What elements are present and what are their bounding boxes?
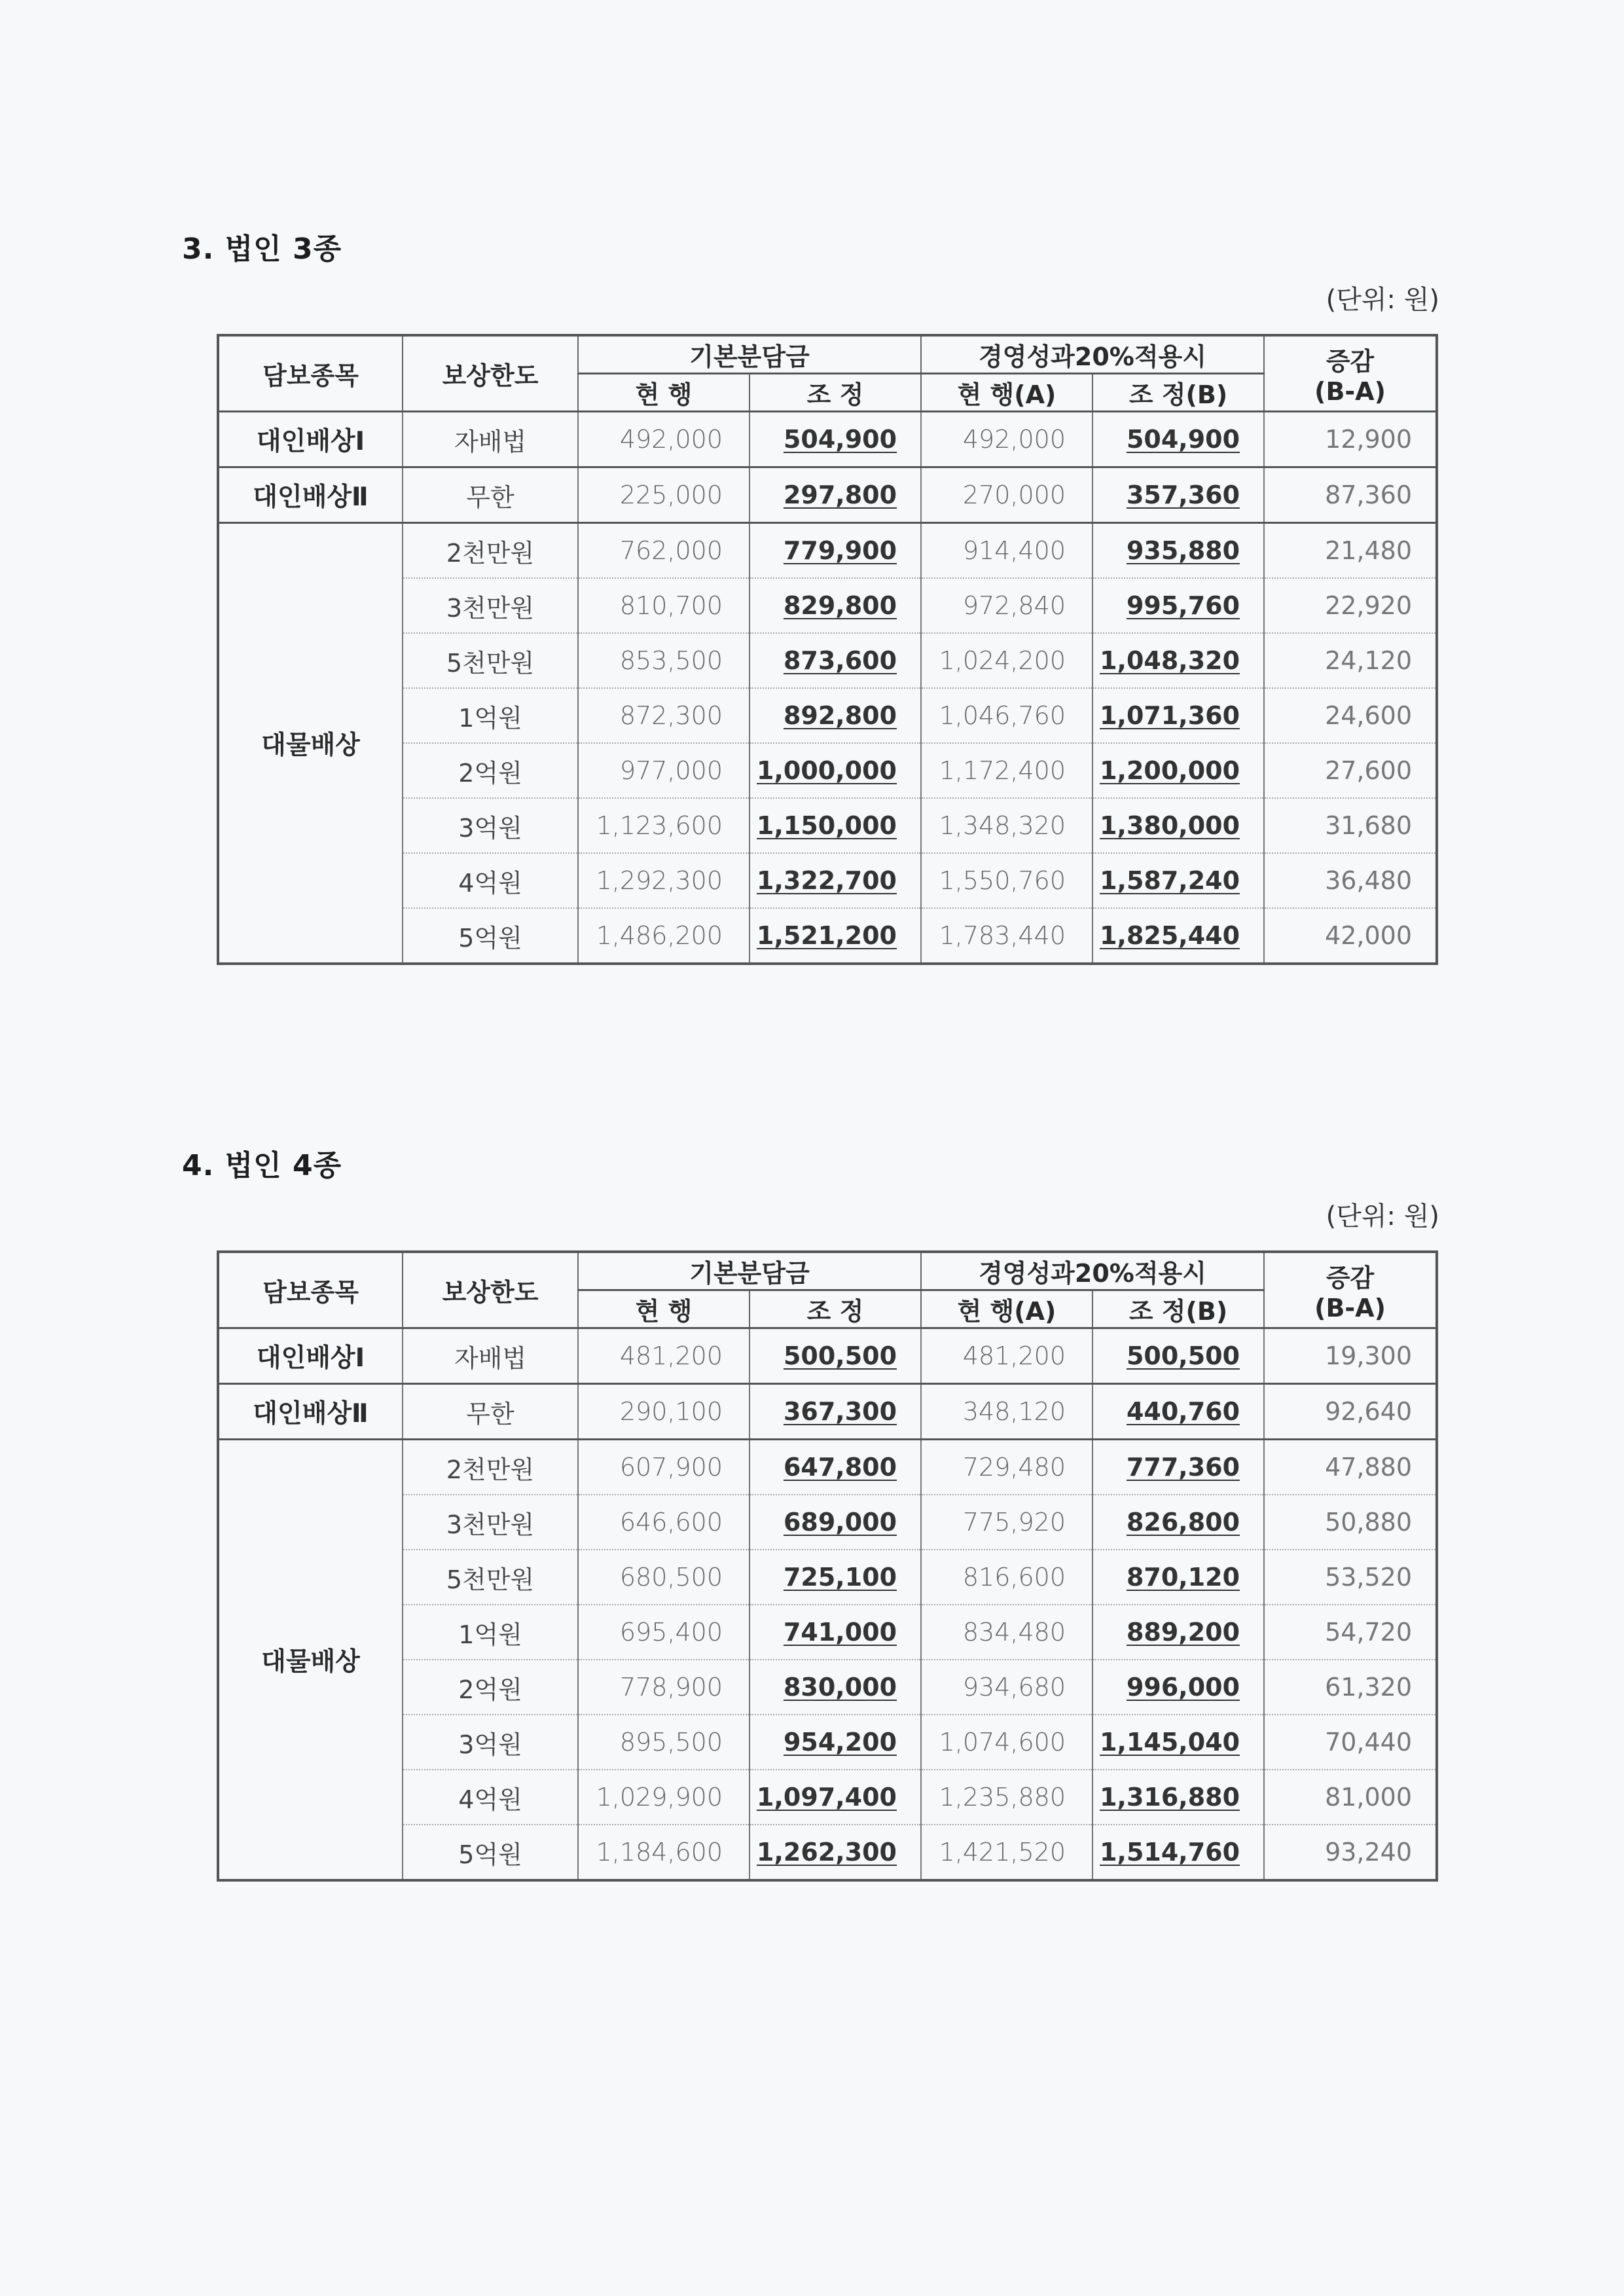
change-cell: 87,360 xyxy=(1264,467,1437,523)
current-cell: 810,700 xyxy=(578,578,749,633)
current-cell: 225,000 xyxy=(578,467,749,523)
adjusted-b-value: 1,514,760 xyxy=(1100,1838,1240,1867)
change-cell: 22,920 xyxy=(1264,578,1437,633)
adjusted-cell xyxy=(749,1328,921,1384)
current-a-cell: 1,421,520 xyxy=(921,1825,1092,1880)
current-a-cell: 914,400 xyxy=(921,523,1092,579)
change-cell: 92,640 xyxy=(1264,1384,1437,1440)
adjusted-b-value: 1,200,000 xyxy=(1100,756,1240,785)
adjusted-b-cell xyxy=(1092,633,1264,688)
limit-cell: 1억원 xyxy=(403,688,578,743)
limit-cell: 5억원 xyxy=(403,908,578,964)
limit-cell: 2억원 xyxy=(403,1660,578,1715)
adjusted-b-value: 1,048,320 xyxy=(1100,646,1240,675)
header-adjusted: 조 정 xyxy=(749,1290,921,1328)
current-a-cell: 492,000 xyxy=(921,412,1092,467)
coverage-cell: 대물배상 xyxy=(218,523,403,964)
adjusted-b-value: 1,145,040 xyxy=(1100,1728,1240,1757)
current-cell: 1,292,300 xyxy=(578,853,749,908)
current-a-cell: 1,550,760 xyxy=(921,853,1092,908)
current-a-cell: 481,200 xyxy=(921,1328,1092,1384)
current-cell: 695,400 xyxy=(578,1605,749,1660)
adjusted-value: 1,097,400 xyxy=(757,1783,897,1812)
adjusted-value: 954,200 xyxy=(783,1728,897,1757)
adjusted-b-cell xyxy=(1092,578,1264,633)
current-a-cell: 934,680 xyxy=(921,1660,1092,1715)
adjusted-b-value: 995,760 xyxy=(1126,591,1240,620)
current-cell: 872,300 xyxy=(578,688,749,743)
adjusted-b-cell xyxy=(1092,1825,1264,1880)
limit-cell: 4억원 xyxy=(403,1770,578,1825)
current-cell: 977,000 xyxy=(578,743,749,798)
adjusted-b-value: 826,800 xyxy=(1126,1508,1240,1537)
table-row xyxy=(218,1440,1437,1495)
header-adjusted-b: 조 정(B) xyxy=(1092,374,1264,412)
current-a-cell: 834,480 xyxy=(921,1605,1092,1660)
header-change-line2: (B-A) xyxy=(1314,1294,1386,1322)
current-cell: 646,600 xyxy=(578,1495,749,1550)
current-a-cell: 1,074,600 xyxy=(921,1715,1092,1770)
change-cell: 12,900 xyxy=(1264,412,1437,467)
adjusted-b-cell xyxy=(1092,1715,1264,1770)
change-cell: 36,480 xyxy=(1264,853,1437,908)
section-title: 4. 법인 4종 xyxy=(182,1149,342,1182)
adjusted-b-value: 1,587,240 xyxy=(1100,866,1240,895)
limit-cell: 4억원 xyxy=(403,853,578,908)
limit-cell: 무한 xyxy=(403,1384,578,1440)
header-change xyxy=(1264,335,1437,412)
adjusted-b-cell xyxy=(1092,1495,1264,1550)
current-a-cell: 1,348,320 xyxy=(921,798,1092,853)
change-cell: 31,680 xyxy=(1264,798,1437,853)
limit-cell: 자배법 xyxy=(403,412,578,467)
adjusted-cell xyxy=(749,1770,921,1825)
adjusted-cell xyxy=(749,798,921,853)
adjusted-value: 1,322,700 xyxy=(757,866,897,895)
adjusted-value: 689,000 xyxy=(783,1508,897,1537)
rate-table xyxy=(217,334,1438,965)
header-current-a: 현 행(A) xyxy=(921,1290,1092,1328)
adjusted-cell xyxy=(749,1825,921,1880)
adjusted-b-cell xyxy=(1092,1384,1264,1440)
coverage-cell: 대인배상Ⅱ xyxy=(218,1384,403,1440)
change-cell: 42,000 xyxy=(1264,908,1437,964)
header-change-line2: (B-A) xyxy=(1314,377,1386,406)
header-current: 현 행 xyxy=(578,374,749,412)
coverage-cell: 대인배상Ⅰ xyxy=(218,412,403,467)
adjusted-cell xyxy=(749,853,921,908)
adjusted-cell xyxy=(749,1660,921,1715)
adjusted-b-value: 1,825,440 xyxy=(1100,921,1240,950)
header-change xyxy=(1264,1252,1437,1328)
section-title: 3. 법인 3종 xyxy=(182,232,342,266)
limit-cell: 자배법 xyxy=(403,1328,578,1384)
adjusted-cell xyxy=(749,743,921,798)
current-a-cell: 270,000 xyxy=(921,467,1092,523)
header-current: 현 행 xyxy=(578,1290,749,1328)
current-a-cell: 1,172,400 xyxy=(921,743,1092,798)
change-cell: 24,600 xyxy=(1264,688,1437,743)
limit-cell: 5억원 xyxy=(403,1825,578,1880)
change-cell: 21,480 xyxy=(1264,523,1437,579)
coverage-cell: 대물배상 xyxy=(218,1440,403,1881)
adjusted-b-value: 1,316,880 xyxy=(1100,1783,1240,1812)
adjusted-b-value: 889,200 xyxy=(1126,1618,1240,1647)
limit-cell: 5천만원 xyxy=(403,1550,578,1605)
limit-cell: 5천만원 xyxy=(403,633,578,688)
limit-cell: 2천만원 xyxy=(403,1440,578,1495)
header-coverage: 담보종목 xyxy=(218,1252,403,1328)
table-row xyxy=(218,1384,1437,1440)
adjusted-value: 779,900 xyxy=(783,536,897,565)
adjusted-value: 892,800 xyxy=(783,701,897,730)
adjusted-b-cell xyxy=(1092,688,1264,743)
adjusted-cell xyxy=(749,688,921,743)
current-a-cell: 348,120 xyxy=(921,1384,1092,1440)
current-a-cell: 775,920 xyxy=(921,1495,1092,1550)
adjusted-b-value: 996,000 xyxy=(1126,1673,1240,1702)
header-change-line1: 증감 xyxy=(1326,347,1375,376)
limit-cell: 무한 xyxy=(403,467,578,523)
adjusted-value: 1,521,200 xyxy=(757,921,897,950)
current-a-cell: 816,600 xyxy=(921,1550,1092,1605)
adjusted-value: 830,000 xyxy=(783,1673,897,1702)
adjusted-b-cell xyxy=(1092,467,1264,523)
table-row xyxy=(218,467,1437,523)
adjusted-b-value: 777,360 xyxy=(1126,1453,1240,1482)
table-row xyxy=(218,1328,1437,1384)
current-cell: 680,500 xyxy=(578,1550,749,1605)
adjusted-b-value: 1,071,360 xyxy=(1100,701,1240,730)
change-cell: 93,240 xyxy=(1264,1825,1437,1880)
adjusted-cell xyxy=(749,523,921,579)
header-limit: 보상한도 xyxy=(403,335,578,412)
header-base-group: 기본분담금 xyxy=(578,1252,921,1290)
adjusted-cell xyxy=(749,467,921,523)
adjusted-value: 1,262,300 xyxy=(757,1838,897,1867)
adjusted-b-cell xyxy=(1092,412,1264,467)
header-base-group: 기본분담금 xyxy=(578,335,921,374)
current-cell: 1,184,600 xyxy=(578,1825,749,1880)
header-perf-group: 경영성과20%적용시 xyxy=(921,335,1264,374)
table-row xyxy=(218,523,1437,579)
adjusted-b-value: 935,880 xyxy=(1126,536,1240,565)
limit-cell: 2억원 xyxy=(403,743,578,798)
current-cell: 1,486,200 xyxy=(578,908,749,964)
adjusted-b-cell xyxy=(1092,1550,1264,1605)
unit-label: (단위: 원) xyxy=(1326,1201,1439,1231)
adjusted-cell xyxy=(749,412,921,467)
current-cell: 853,500 xyxy=(578,633,749,688)
adjusted-b-value: 500,500 xyxy=(1126,1341,1240,1370)
change-cell: 61,320 xyxy=(1264,1660,1437,1715)
adjusted-value: 1,150,000 xyxy=(757,811,897,840)
unit-label: (단위: 원) xyxy=(1326,285,1439,315)
current-cell: 1,029,900 xyxy=(578,1770,749,1825)
header-coverage: 담보종목 xyxy=(218,335,403,412)
coverage-cell: 대인배상Ⅰ xyxy=(218,1328,403,1384)
limit-cell: 2천만원 xyxy=(403,523,578,579)
change-cell: 54,720 xyxy=(1264,1605,1437,1660)
adjusted-cell xyxy=(749,1715,921,1770)
current-cell: 1,123,600 xyxy=(578,798,749,853)
adjusted-value: 725,100 xyxy=(783,1563,897,1592)
change-cell: 70,440 xyxy=(1264,1715,1437,1770)
adjusted-value: 500,500 xyxy=(783,1341,897,1370)
header-adjusted-b: 조 정(B) xyxy=(1092,1290,1264,1328)
adjusted-cell xyxy=(749,578,921,633)
adjusted-value: 297,800 xyxy=(783,481,897,509)
adjusted-value: 873,600 xyxy=(783,646,897,675)
adjusted-cell xyxy=(749,1440,921,1495)
adjusted-b-value: 440,760 xyxy=(1126,1397,1240,1426)
header-change-line1: 증감 xyxy=(1326,1264,1375,1292)
limit-cell: 3억원 xyxy=(403,798,578,853)
adjusted-b-cell xyxy=(1092,908,1264,964)
current-a-cell: 1,235,880 xyxy=(921,1770,1092,1825)
current-cell: 481,200 xyxy=(578,1328,749,1384)
current-cell: 492,000 xyxy=(578,412,749,467)
adjusted-b-value: 1,380,000 xyxy=(1100,811,1240,840)
adjusted-cell xyxy=(749,1384,921,1440)
adjusted-b-cell xyxy=(1092,1328,1264,1384)
limit-cell: 1억원 xyxy=(403,1605,578,1660)
adjusted-value: 504,900 xyxy=(783,425,897,454)
change-cell: 53,520 xyxy=(1264,1550,1437,1605)
current-cell: 762,000 xyxy=(578,523,749,579)
adjusted-value: 741,000 xyxy=(783,1618,897,1647)
current-cell: 895,500 xyxy=(578,1715,749,1770)
change-cell: 47,880 xyxy=(1264,1440,1437,1495)
coverage-cell: 대인배상Ⅱ xyxy=(218,467,403,523)
adjusted-b-value: 357,360 xyxy=(1126,481,1240,509)
change-cell: 50,880 xyxy=(1264,1495,1437,1550)
current-cell: 290,100 xyxy=(578,1384,749,1440)
current-a-cell: 1,046,760 xyxy=(921,688,1092,743)
change-cell: 81,000 xyxy=(1264,1770,1437,1825)
change-cell: 24,120 xyxy=(1264,633,1437,688)
header-limit: 보상한도 xyxy=(403,1252,578,1328)
current-a-cell: 1,783,440 xyxy=(921,908,1092,964)
current-cell: 778,900 xyxy=(578,1660,749,1715)
current-a-cell: 729,480 xyxy=(921,1440,1092,1495)
adjusted-b-cell xyxy=(1092,1770,1264,1825)
adjusted-cell xyxy=(749,908,921,964)
adjusted-value: 1,000,000 xyxy=(757,756,897,785)
adjusted-b-cell xyxy=(1092,743,1264,798)
current-a-cell: 972,840 xyxy=(921,578,1092,633)
adjusted-cell xyxy=(749,1605,921,1660)
rate-table xyxy=(217,1250,1438,1882)
limit-cell: 3천만원 xyxy=(403,578,578,633)
limit-cell: 3천만원 xyxy=(403,1495,578,1550)
adjusted-value: 367,300 xyxy=(783,1397,897,1426)
change-cell: 19,300 xyxy=(1264,1328,1437,1384)
table-row xyxy=(218,412,1437,467)
header-adjusted: 조 정 xyxy=(749,374,921,412)
current-cell: 607,900 xyxy=(578,1440,749,1495)
adjusted-cell xyxy=(749,1495,921,1550)
header-current-a: 현 행(A) xyxy=(921,374,1092,412)
limit-cell: 3억원 xyxy=(403,1715,578,1770)
adjusted-b-cell xyxy=(1092,523,1264,579)
adjusted-b-value: 504,900 xyxy=(1126,425,1240,454)
adjusted-value: 647,800 xyxy=(783,1453,897,1482)
adjusted-b-cell xyxy=(1092,1440,1264,1495)
adjusted-cell xyxy=(749,633,921,688)
header-perf-group: 경영성과20%적용시 xyxy=(921,1252,1264,1290)
adjusted-b-cell xyxy=(1092,1605,1264,1660)
adjusted-value: 829,800 xyxy=(783,591,897,620)
adjusted-b-cell xyxy=(1092,1660,1264,1715)
adjusted-cell xyxy=(749,1550,921,1605)
adjusted-b-value: 870,120 xyxy=(1126,1563,1240,1592)
adjusted-b-cell xyxy=(1092,853,1264,908)
adjusted-b-cell xyxy=(1092,798,1264,853)
change-cell: 27,600 xyxy=(1264,743,1437,798)
current-a-cell: 1,024,200 xyxy=(921,633,1092,688)
